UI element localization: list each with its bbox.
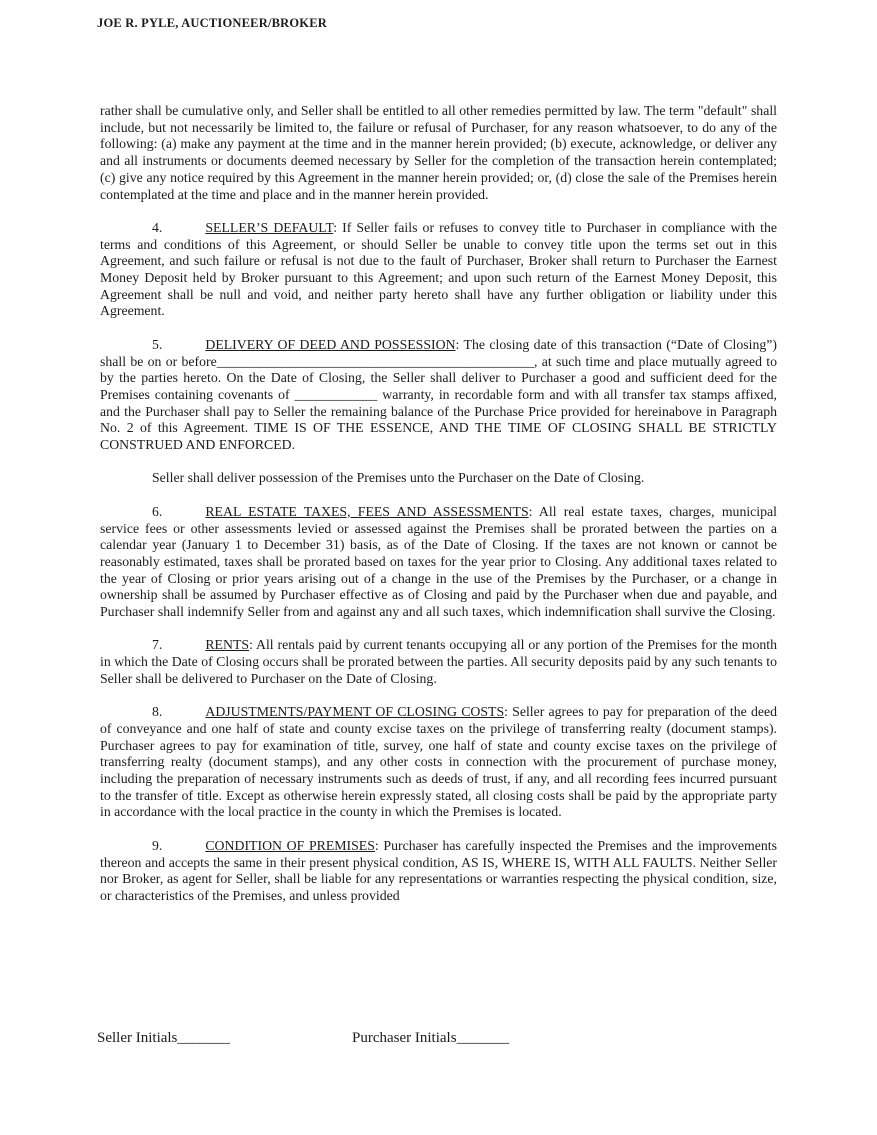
section-5-delivery-of-deed: [100, 337, 777, 454]
section-8-adjustments-closing-costs: [100, 704, 777, 821]
intro-paragraph-text: rather shall be cumulative only, and Seller shall be entitled to all other remedies permitted by law. The term "default" shall include, but not necessarily be limited to, the failure or refusal of Purchaser, for any reason whatsoever, to do any of the following: (a) make any payment at the time and in the manner herein provided; (b) execute, acknowledge, or deliver any and all instruments or documents deemed necessary by Seller for the completion of the transaction herein contemplated; (c) give any notice required by this Agreement in the manner herein provided; or, (d) close the sale of the Premises herein contemplated at the time and place and in the manner herein provided.: [100, 103, 777, 202]
section-number: 4.: [152, 219, 163, 235]
section-number: 7.: [152, 637, 163, 653]
section-heading: SELLER’S DEFAULT: [205, 219, 334, 235]
section-number: 6.: [152, 503, 163, 519]
date-of-closing-blank: ______________________________________________: [216, 353, 535, 369]
possession-note-text: Seller shall deliver possession of the Premises unto the Purchaser on the Date of Closing.: [152, 470, 645, 486]
intro-paragraph: [100, 103, 777, 203]
purchaser-initials: [352, 1029, 509, 1047]
section-number: 5.: [152, 336, 163, 352]
seller-initials-label: Seller Initials: [97, 1030, 178, 1046]
document-body: [100, 103, 777, 921]
possession-note-paragraph: [100, 470, 777, 487]
section-body: : Seller agrees to pay for preparation of the deed of conveyance and one half of state and county excise taxes on the privilege of transferring realty (document stamps). Purchaser agrees to pay for examination of title, survey, one half of state and county excise taxes on the privilege of transferring realty (document stamps), and any other costs in connection with the procurement of purchase money, including the preparation of necessary instruments such as deeds of trust, if any, and all recording fees incurred pursuant to the transfer of title. Except as otherwise herein expressly stated, all closing costs shall be paid by the appropriate party in accordance with the local practice in the county in which the Premises is located.: [100, 704, 777, 820]
section-7-rents: [100, 637, 777, 687]
section-body: warranty, in recordable form and with all transfer tax stamps affixed, and the Purchaser shall pay to Seller the remaining balance of the Purchase Price provided for hereinabove in Paragraph No. 2 of this Agreement. TIME IS OF THE ESSENCE, AND THE TIME OF CLOSING SHALL BE STRICTLY CONSTRUED AND ENFORCED.: [100, 386, 778, 453]
purchaser-initials-label: Purchaser Initials: [352, 1030, 457, 1046]
section-body: : Purchaser has carefully inspected the Premises and the improvements thereon and accepts the same in their present physical condition, AS IS, WHERE IS, WITH ALL FAULTS. Neither Seller nor Broker, as agent for Seller, shall be liable for any representations or warranties respecting the physical condition, size, or characteristics of the Premises, and unless provided: [100, 837, 777, 903]
warranty-type-blank: ____________: [294, 386, 378, 402]
section-body: , at such time and place mutually agreed to by the parties hereto. On the Date of Closing, the Seller shall deliver to Purchaser a good and sufficient deed for the Premises containing covenants of: [100, 353, 777, 402]
section-number: 8.: [152, 704, 163, 720]
section-6-real-estate-taxes: [100, 504, 777, 621]
section-heading: CONDITION OF PREMISES: [205, 837, 375, 853]
section-body: : All rentals paid by current tenants occupying all or any portion of the Premises for the month in which the Date of Closing occurs shall be prorated between the parties. All security deposits paid by any such tenants to Seller shall be delivered to Purchaser on the Date of Closing.: [100, 637, 777, 686]
section-heading: DELIVERY OF DEED AND POSSESSION: [205, 336, 456, 352]
section-body: : All real estate taxes, charges, municipal service fees or other assessments levied or assessed against the Premises shall be prorated between the parties on a calendar year (January 1 to December 31) basis, as of the Date of Closing. If the taxes are not known or cannot be reasonably estimated, taxes shall be prorated based on taxes for the year prior to Closing. Any additional taxes related to the year of Closing or prior years arising out of a change in the use of the Premises by the Purchaser, or a change in ownership shall be assumed by Purchaser effective as of Closing and paid by the Purchaser when due and payable, and Purchaser shall indemnify Seller from and against any and all such taxes, which indemnification shall survive the Closing.: [100, 503, 777, 620]
seller-initials: [97, 1029, 230, 1047]
section-heading: ADJUSTMENTS/PAYMENT OF CLOSING COSTS: [205, 704, 505, 720]
purchaser-initials-blank: _______: [456, 1030, 510, 1046]
section-body: : If Seller fails or refuses to convey title to Purchaser in compliance with the terms and conditions of this Agreement, or should Seller be unable to convey title upon the terms set out in this Agreement, and such failure or refusal is not due to the fault of Purchaser, Broker shall return to Purchaser the Earnest Money Deposit held by Broker pursuant to this Agreement; and upon such return of the Earnest Money Deposit, this Agreement shall be null and void, and neither party hereto shall have any further obligation or liability under this Agreement.: [100, 219, 777, 319]
section-number: 9.: [152, 837, 163, 853]
section-body: : The closing date of this transaction (“Date of Closing”) shall be on or before: [100, 336, 777, 369]
section-4-sellers-default: [100, 220, 777, 320]
broker-header-title: JOE R. PYLE, AUCTIONEER/BROKER: [97, 16, 327, 30]
section-9-condition-of-premises: [100, 838, 777, 905]
section-heading: RENTS: [205, 637, 250, 653]
section-heading: REAL ESTATE TAXES, FEES AND ASSESSMENTS: [205, 503, 529, 519]
seller-initials-blank: _______: [177, 1030, 230, 1046]
